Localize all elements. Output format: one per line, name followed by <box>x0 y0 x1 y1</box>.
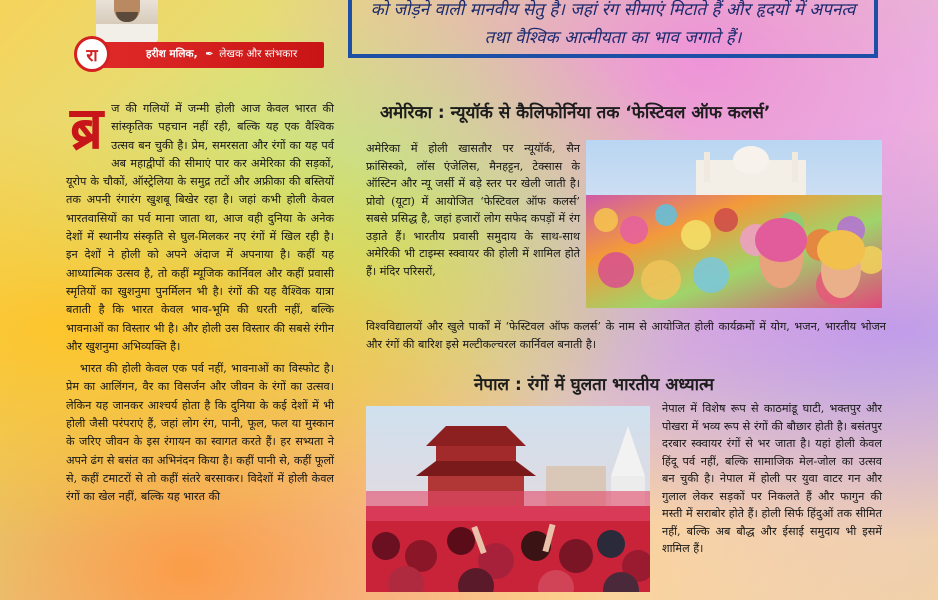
america-text-continued: विश्वविद्यालयों और खुले पार्कों में ‘फेस्टिवल ऑफ कलर्स’ के नाम से आयोजित होली कार्यक्रमों में योग, भजन, भारतीय भोजन और रंगों की बारिश इसे मल्टीकल्चरल कार्निवल बनाती है। <box>366 320 886 351</box>
nepal-heading: नेपाल : रंगों में घुलता भारतीय अध्यात्म <box>474 375 714 395</box>
second-paragraph: भारत की होली केवल एक पर्व नहीं, भावनाओं का विस्फोट है। प्रेम का आलिंगन, वैर का विसर्जन और जीवन के रंगों का उत्सव। लेकिन यह जानकर आश्चर्य होता है कि दुनिया के कई देशों में भी होली जैसी परंपराएं हैं, जहां लोग रंग, पानी, फूल, फल या मुस्कान के जरिए जीवन के इस रंगायन का स्वागत करते हैं। हर सभ्यता ने अपने ढंग से बसंत का अभिनंदन किया है। कहीं पानी से, कहीं फूलों से, कहीं टमाटरों से तो कहीं संतरे बरसाकर। विदेशों में होली केवल रंगों का खेल नहीं, बल्कि यह भारत की <box>66 362 334 504</box>
pen-icon: ✒ <box>205 49 214 60</box>
america-festival-photo <box>586 140 882 308</box>
intro-paragraph: ज की गलियों में जन्मी होली आज केवल भारत की सांस्कृतिक पहचान नहीं रही, बल्कि यह एक वैश्विक उत्सव बन चुकी है। प्रेम, समरसता और रंगों का यह पर्व अब महाद्वीपों की सीमाएं पार कर अमेरिका की सड़कों, यूरोप के चौकों, ऑस्ट्रेलिया के समुद्र तटों और अफ्रीका की बस्तियों तक अपनी रंगारंग खुशबू बिखेर रहा है। जहां कभी होली केवल भारतवासियों का पर्व माना जाता था, आज वही दुनिया के अनेक देशों में स्थानीय संस्कृति से घुल-मिलकर नए रंगों में खिल रही है। इन देशों ने होली को अपने अंदाज में अपनाया है। कहीं यह आध्यात्मिक उत्सव है, तो कहीं म्यूजिक कार्निवल और कहीं प्रवासी स्मृतियों का खुशनुमा पुनर्मिलन भी है। रंगों की यह वैश्विक यात्रा बताती है कि भारत केवल भाव-भूमि की धरती नहीं, बल्कि भावनाओं का विस्तार भी है। और होली उस विस्तार की सबसे रंगीन और खुशनुमा अभिव्यक्ति है। <box>66 102 334 353</box>
pull-quote-text: को जोड़ने वाली मानवीय सेतु है। जहां रंग सीमाएं मिटाते हैं और हृदयों में अपनत्व तथा वैश्विक आत्मीयता का भाव जगाते हैं। <box>370 0 856 48</box>
america-text: अमेरिका में होली खासतौर पर न्यूयॉर्क, सैन फ्रांसिस्को, लॉस एंजेलिस, मैनहट्टन, टेक्सास के ऑस्टिन और न्यू जर्सी में बड़े स्तर पर खेली जाती है। प्रोवो (यूटा) में आयोजित ‘फेस्टिवल ऑफ कलर्स’ सबसे प्रसिद्ध है, जहां हजारों लोग सफेद कपड़ों में रंग उड़ाते हैं। भारतीय प्रवासी समुदाय के साथ-साथ अमेरिकी भी टाइम्स स्क्वायर की होली में शामिल होते हैं। मंदिर परिसरों, <box>366 142 580 278</box>
drop-cap: ब्र <box>70 94 104 162</box>
nepal-festival-photo <box>366 406 650 592</box>
nepal-text: नेपाल में विशेष रूप से काठमांडू घाटी, भक्तपुर और पोखरा में भव्य रूप से रंगों की बौछार होती है। बसंतपुर दरबार स्क्वायर रंगों से भर जाता है। यहां होली केवल हिंदू पर्व नहीं, बल्कि सामाजिक मेल-जोल का उत्सव बन चुकी है। नेपाल में होली पर युवा वाटर गन और गुलाल लेकर सड़कों पर निकलते हैं और फागुन की मस्ती में सराबोर होते हैं। होली सिर्फ हिंदुओं तक सीमित नहीं, बल्कि अब बौद्ध और ईसाई समुदाय भी इसमें शामिल हैं। <box>662 402 882 555</box>
publication-logo: रा <box>74 36 110 72</box>
author-name: हरीश मलिक, <box>146 48 198 60</box>
america-heading: अमेरिका : न्यूयॉर्क से कैलिफोर्निया तक ‘फेस्टिवल ऑफ कलर्स’ <box>380 103 771 123</box>
pull-quote <box>348 0 878 60</box>
article-intro <box>66 94 334 507</box>
author-role: लेखक और स्तंभकार <box>219 48 298 60</box>
author-byline <box>66 36 324 72</box>
